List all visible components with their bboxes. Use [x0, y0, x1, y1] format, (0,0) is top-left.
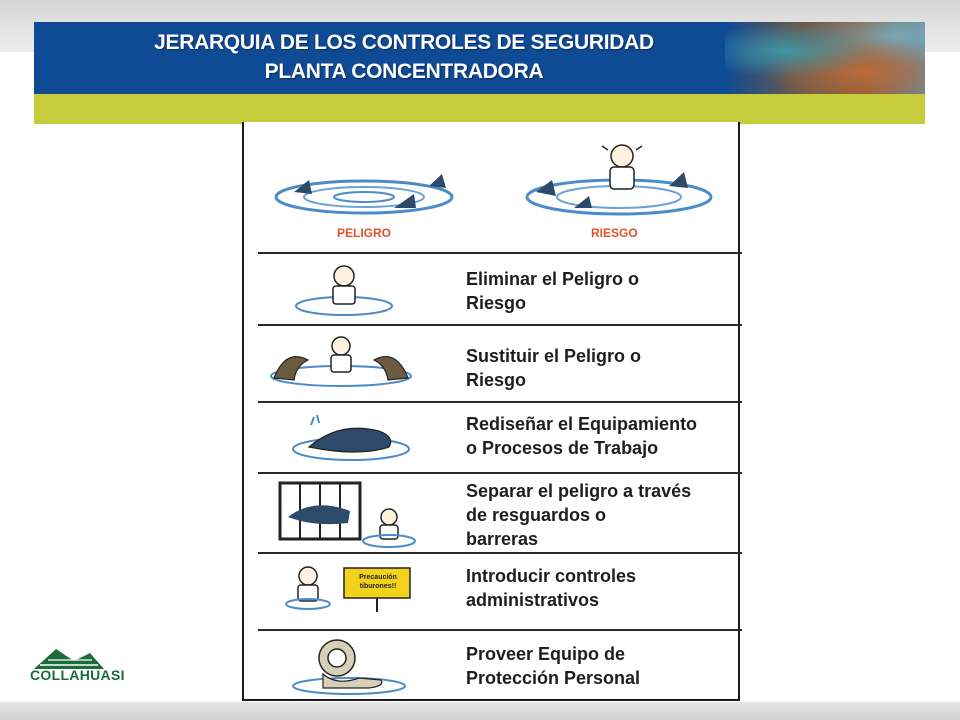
control-redesign: Rediseñar el Equipamiento o Procesos de Trabajo — [466, 414, 698, 458]
control-separate: Separar el peligro a través de resguardos o barreras — [466, 481, 692, 549]
shark-fin-icon — [394, 194, 416, 208]
whale-icon — [289, 407, 419, 467]
shark-cage-icon — [274, 477, 424, 552]
control-eliminate: Eliminar el Peligro o Riesgo — [466, 269, 640, 313]
title-line-1: JERARQUIA DE LOS CONTROLES DE SEGURIDAD — [154, 31, 654, 54]
header-blue-bar — [34, 22, 925, 94]
control-hierarchy-figure — [242, 122, 740, 701]
logo-text: COLLAHUASI — [30, 667, 125, 683]
slide-title — [34, 28, 774, 86]
header-green-bar — [34, 94, 925, 124]
bottom-texture-band — [0, 702, 960, 720]
mountain-logo-icon — [34, 645, 104, 669]
person-with-dolphins-icon — [266, 330, 416, 390]
label-risk: RIESGO — [591, 226, 638, 240]
hazard-risk-illustration — [264, 142, 714, 222]
worried-person-icon — [602, 145, 642, 189]
row-divider — [258, 401, 742, 403]
row-divider — [258, 472, 742, 474]
shark-fin-icon — [574, 196, 592, 208]
label-hazard: PELIGRO — [337, 226, 392, 240]
collahuasi-logo — [30, 645, 162, 685]
diving-helmet-icon — [289, 634, 419, 696]
row-divider — [258, 324, 742, 326]
shark-fin-icon — [669, 172, 688, 188]
row-divider — [258, 552, 742, 554]
row-divider — [258, 252, 742, 254]
row-divider — [258, 629, 742, 631]
shark-fin-icon — [429, 174, 446, 188]
control-administrative: Introducir controles administrativos — [466, 566, 637, 610]
control-substitute: Sustituir el Peligro o Riesgo — [466, 346, 642, 390]
title-line-2: PLANTA CONCENTRADORA — [264, 60, 544, 83]
control-ppe: Proveer Equipo de Protección Personal — [466, 644, 641, 688]
sign-text: Precaución tiburones!! — [359, 574, 397, 590]
person-in-water-icon — [289, 260, 409, 320]
slide-header — [34, 22, 925, 124]
